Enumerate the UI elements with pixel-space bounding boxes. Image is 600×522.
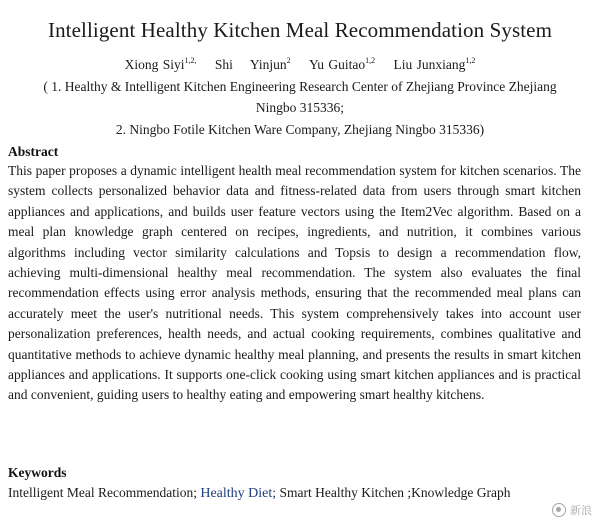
author-name: Xiong Siyi (124, 57, 185, 72)
author-affil-marker: 1,2 (465, 56, 476, 65)
keywords-heading: Keywords (8, 465, 67, 480)
author-4 (394, 57, 476, 72)
affiliation-1-line-2: Ningbo 315336; (255, 100, 345, 115)
keywords-line (8, 485, 598, 502)
keyword-2: Healthy Diet; (200, 486, 277, 501)
abstract-text: This paper proposes a dynamic intelligent health meal recommendation system for kitchen scenarios. The system collects personalized behavior data and fitness-related data from users through smart kitchen appliances and applications, and builds user feature vectors using the Item2Vec algorithm. Based on a meal plan knowledge graph centered on recipes, ingredients, and nutrition, it combines various algorithms including vector similarity calculations and Topsis to design a recommendation flow, achieving multi-dimensional healthy meal recommendation. The system also evaluates the final recommendation effects using error analysis methods, ensuring that the recommended meal plans can accurately meet the user's nutritional needs. This system comprehensively takes into account user personalization preferences, health needs, and actual cooking requirements, combines qualitative and quantitative methods to achieve dynamic healthy meal planning, and presents the results in smart kitchen appliances and applications. It supports one-click cooking using smart kitchen appliances and is practical and convenient, guiding users to healthy eating and empowering smart healthy kitchens. (8, 163, 581, 403)
affiliation-2: 2. Ningbo Fotile Kitchen Ware Company, Zhejiang Ningbo 315336) (115, 122, 485, 137)
author-affil-marker: 1,2 (365, 56, 376, 65)
watermark (552, 502, 592, 518)
paper-title: Intelligent Healthy Kitchen Meal Recommendation System (47, 18, 553, 42)
wechat-icon (552, 503, 566, 517)
author-affil-marker: 2 (286, 56, 291, 65)
watermark-text: 新浪 (570, 504, 592, 517)
abstract-heading: Abstract (8, 144, 59, 159)
keyword-1: Intelligent Meal Recommendation; (8, 485, 197, 500)
keyword-3: Smart Healthy Kitchen ;Knowledge Graph (279, 485, 511, 500)
affiliation-1-line-1: ( 1. Healthy & Intelligent Kitchen Engineering Research Center of Zhejiang Province Zhejiang (43, 79, 557, 94)
author-2 (215, 57, 291, 72)
author-name: Yu Guitao (309, 57, 366, 72)
author-affil-marker: 1,2, (184, 56, 197, 65)
author-3 (309, 57, 375, 72)
author-name: Shi Yinjun (214, 57, 287, 72)
author-1 (125, 57, 197, 72)
author-name: Liu Junxiang (393, 57, 466, 72)
author-list (0, 57, 600, 73)
